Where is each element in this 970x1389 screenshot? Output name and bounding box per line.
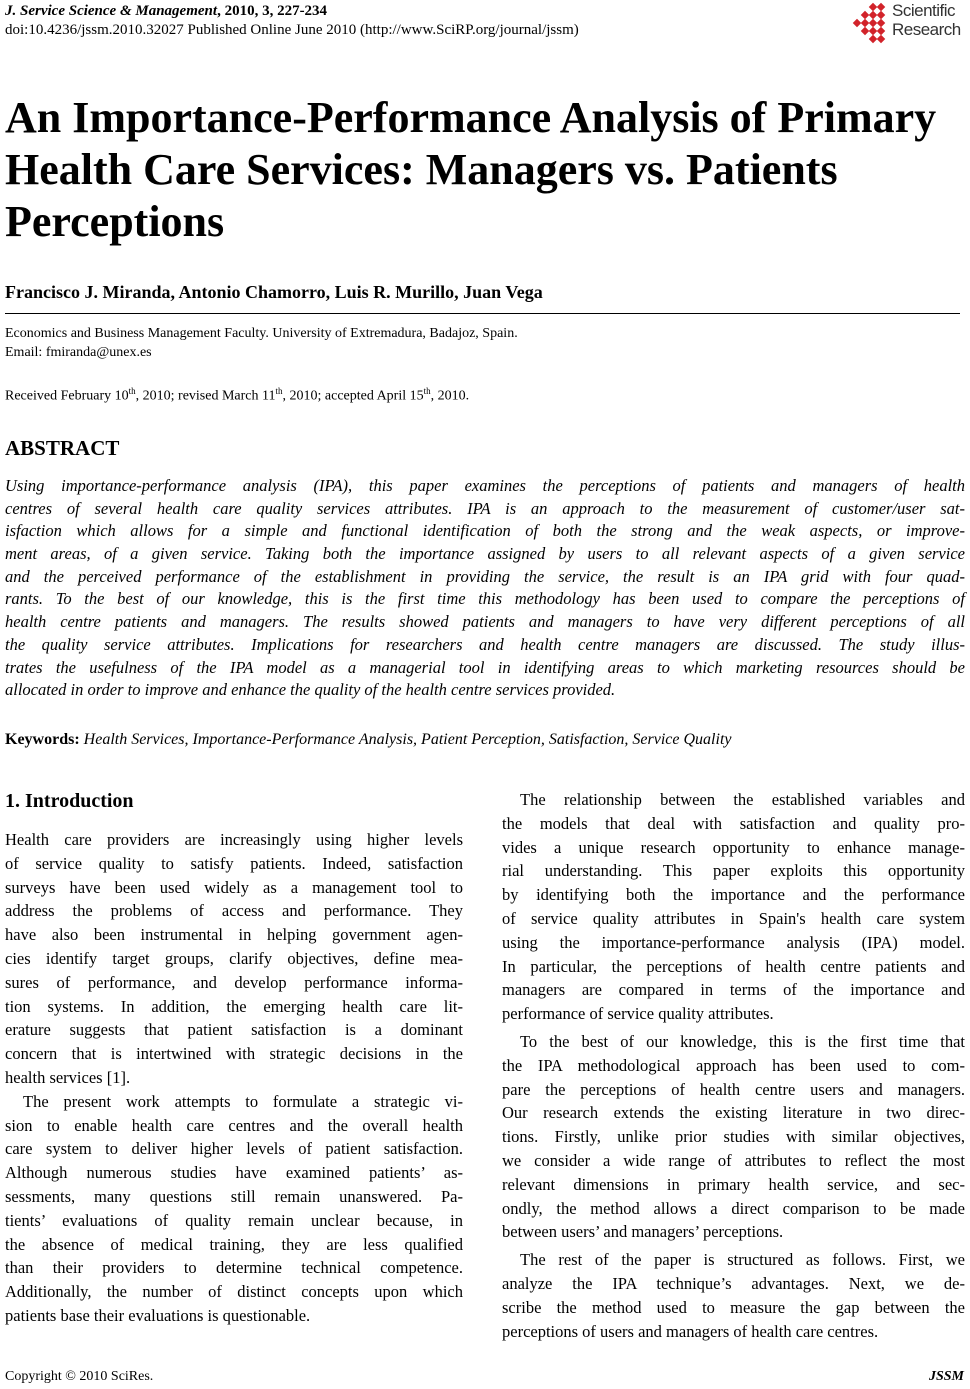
received-dates: Received February 10th, 2010; revised March 11th, 2010; accepted April 15th, 2010.	[5, 386, 470, 404]
abstract-body	[5, 475, 965, 702]
text-line: using the importance-performance analysis (IPA) model.	[502, 932, 965, 952]
keywords	[5, 731, 732, 749]
text-line: pare the perceptions of health centre users and managers.	[502, 1079, 965, 1099]
journal-name: J. Service Science & Management	[5, 3, 218, 19]
authors: Francisco J. Miranda, Antonio Chamorro, Luis R. Murillo, Juan Vega	[5, 282, 543, 302]
text-line: by identifying both the importance and the performance	[502, 885, 965, 905]
text-line: we consider a wide range of attributes to reflect the most	[502, 1150, 965, 1170]
text-line: the IPA methodological approach has been used to com-	[502, 1055, 965, 1075]
journal-volume: , 2010, 3, 227-234	[217, 3, 328, 19]
text-line: the quality service attributes. Implications for researchers and health centre managers are discussed. The study illus-	[5, 634, 965, 654]
text-line: health centre patients and managers. The results showed patients and managers to have very different perceptions of all	[5, 612, 965, 632]
text-line: address the problems of access and performance. They	[5, 901, 463, 921]
text-line: sessments, many questions still remain unanswered. Pa-	[5, 1186, 463, 1206]
text-line: scribe the method used to measure the gap between the	[502, 1297, 965, 1317]
abstract-heading: ABSTRACT	[5, 436, 120, 460]
text-line: performance of service quality attributes.	[502, 1004, 774, 1024]
text-line: tients’ evaluations of quality remain unclear because, in	[5, 1210, 463, 1230]
text-line: tions. Firstly, unlike prior studies with similar objectives,	[502, 1127, 965, 1147]
text-line: trates the usefulness of the IPA model as a managerial tool in identifying areas to which marketing resources should be	[5, 657, 965, 677]
text-line: Our research extends the existing literature in two direc-	[502, 1103, 965, 1123]
text-line: and the perceived performance of the establishment in providing the service, the result is an IPA grid with four quad-	[5, 566, 965, 586]
text-line: cies identify target groups, clarify objectives, define mea-	[5, 948, 463, 968]
keywords-text: Health Services, Importance-Performance Analysis, Patient Perception, Satisfaction, Service Quality	[79, 731, 732, 748]
journal-citation	[5, 3, 327, 20]
text-line: allocated in order to improve and enhance the quality of the health centre services provided.	[5, 680, 616, 700]
divider	[5, 313, 960, 314]
text-line: concern that is intertwined with strategic decisions in the	[5, 1044, 463, 1064]
text-line: managers are compared in terms of the importance and	[502, 980, 965, 1000]
text-line: have also been instrumental in helping government agen-	[5, 925, 463, 945]
text-line: sion to enable health care centres and the overall health	[5, 1115, 463, 1135]
text-line: perceptions of users and managers of health care centres.	[502, 1321, 879, 1341]
publisher-logo	[850, 2, 968, 42]
text-line: centres of several health care quality services attributes. IPA is an approach to the measurement of customer/user sat-	[5, 498, 965, 518]
text-line: vides a unique research opportunity to enhance manage-	[502, 837, 965, 857]
text-line: The rest of the paper is structured as follows. First, we	[520, 1250, 965, 1270]
text-line: Although numerous studies have examined patients’ as-	[5, 1163, 463, 1183]
text-line: the models that deal with satisfaction and quality pro-	[502, 813, 965, 833]
text-line: ondly, the method allows a direct comparison to be made	[502, 1198, 965, 1218]
text-line: The relationship between the established variables and	[520, 790, 965, 809]
text-line: In particular, the perceptions of health centre patients and	[502, 956, 965, 976]
text-line: surveys have been used widely as a management tool to	[5, 877, 463, 897]
text-line: of service quality attributes in Spain's health care system	[502, 908, 965, 928]
footer-journal: JSSM	[928, 1369, 964, 1384]
text-line: patients base their evaluations is questionable.	[5, 1305, 311, 1325]
text-line: health services [1].	[5, 1067, 131, 1087]
text-line: erature suggests that patient satisfaction is a dominant	[5, 1020, 463, 1040]
text-line: Additionally, the number of distinct concepts upon which	[5, 1282, 463, 1302]
email: Email: fmiranda@unex.es	[5, 345, 152, 360]
text-line: ment areas, of a given service. Taking both the importance assigned by users to all relevant aspects of a given service	[5, 544, 965, 564]
affiliation: Economics and Business Management Faculty. University of Extremadura, Badajoz, Spain.	[5, 326, 518, 341]
intro-right-column	[502, 788, 965, 1343]
text-line: rial understanding. This paper exploits this opportunity	[502, 861, 965, 881]
paper-title: An Importance-Performance Analysis of Primary Health Care Services: Managers vs. Patients Perceptions	[5, 93, 937, 246]
text-line: analyze the IPA technique’s advantages. Next, we de-	[502, 1273, 965, 1293]
intro-left-column	[5, 828, 463, 1328]
text-line: sures of performance, and develop performance informa-	[5, 972, 463, 992]
text-line: rants. To the best of our knowledge, this is the first time this methodology has been used to compare the perceptions of	[5, 589, 965, 609]
keywords-label: Keywords:	[5, 731, 80, 748]
text-line: Using importance-performance analysis (IPA), this paper examines the perceptions of patients and managers of health	[5, 476, 965, 495]
text-line: the absence of medical training, they are less qualified	[5, 1234, 463, 1254]
text-line: between users’ and managers’ perceptions.	[502, 1222, 784, 1242]
text-line: Health care providers are increasingly using higher levels	[5, 830, 463, 849]
doi-line: doi:10.4236/jssm.2010.32027 Published Online June 2010 (http://www.SciRP.org/journal/jssm)	[5, 22, 579, 38]
text-line: of service quality to satisfy patients. Indeed, satisfaction	[5, 853, 463, 873]
text-line: tion systems. In addition, the emerging health care lit-	[5, 996, 463, 1016]
text-line: than their providers to determine technical competence.	[5, 1258, 463, 1278]
logo-text: Scientific Research	[892, 1, 961, 39]
text-line: To the best of our knowledge, this is the first time that	[520, 1031, 965, 1051]
section-heading-introduction: 1. Introduction	[5, 790, 134, 812]
footer-copyright: Copyright © 2010 SciRes.	[5, 1369, 154, 1384]
text-line: relevant dimensions in primary health service, and sec-	[502, 1174, 965, 1194]
text-line: care system to deliver higher levels of patient satisfaction.	[5, 1139, 463, 1159]
logo-diamond-icon	[877, 35, 885, 43]
text-line: The present work attempts to formulate a strategic vi-	[23, 1091, 463, 1111]
text-line: isfaction which allows for a simple and functional identification of both the strong and the weak aspects, or improve-	[5, 521, 965, 541]
